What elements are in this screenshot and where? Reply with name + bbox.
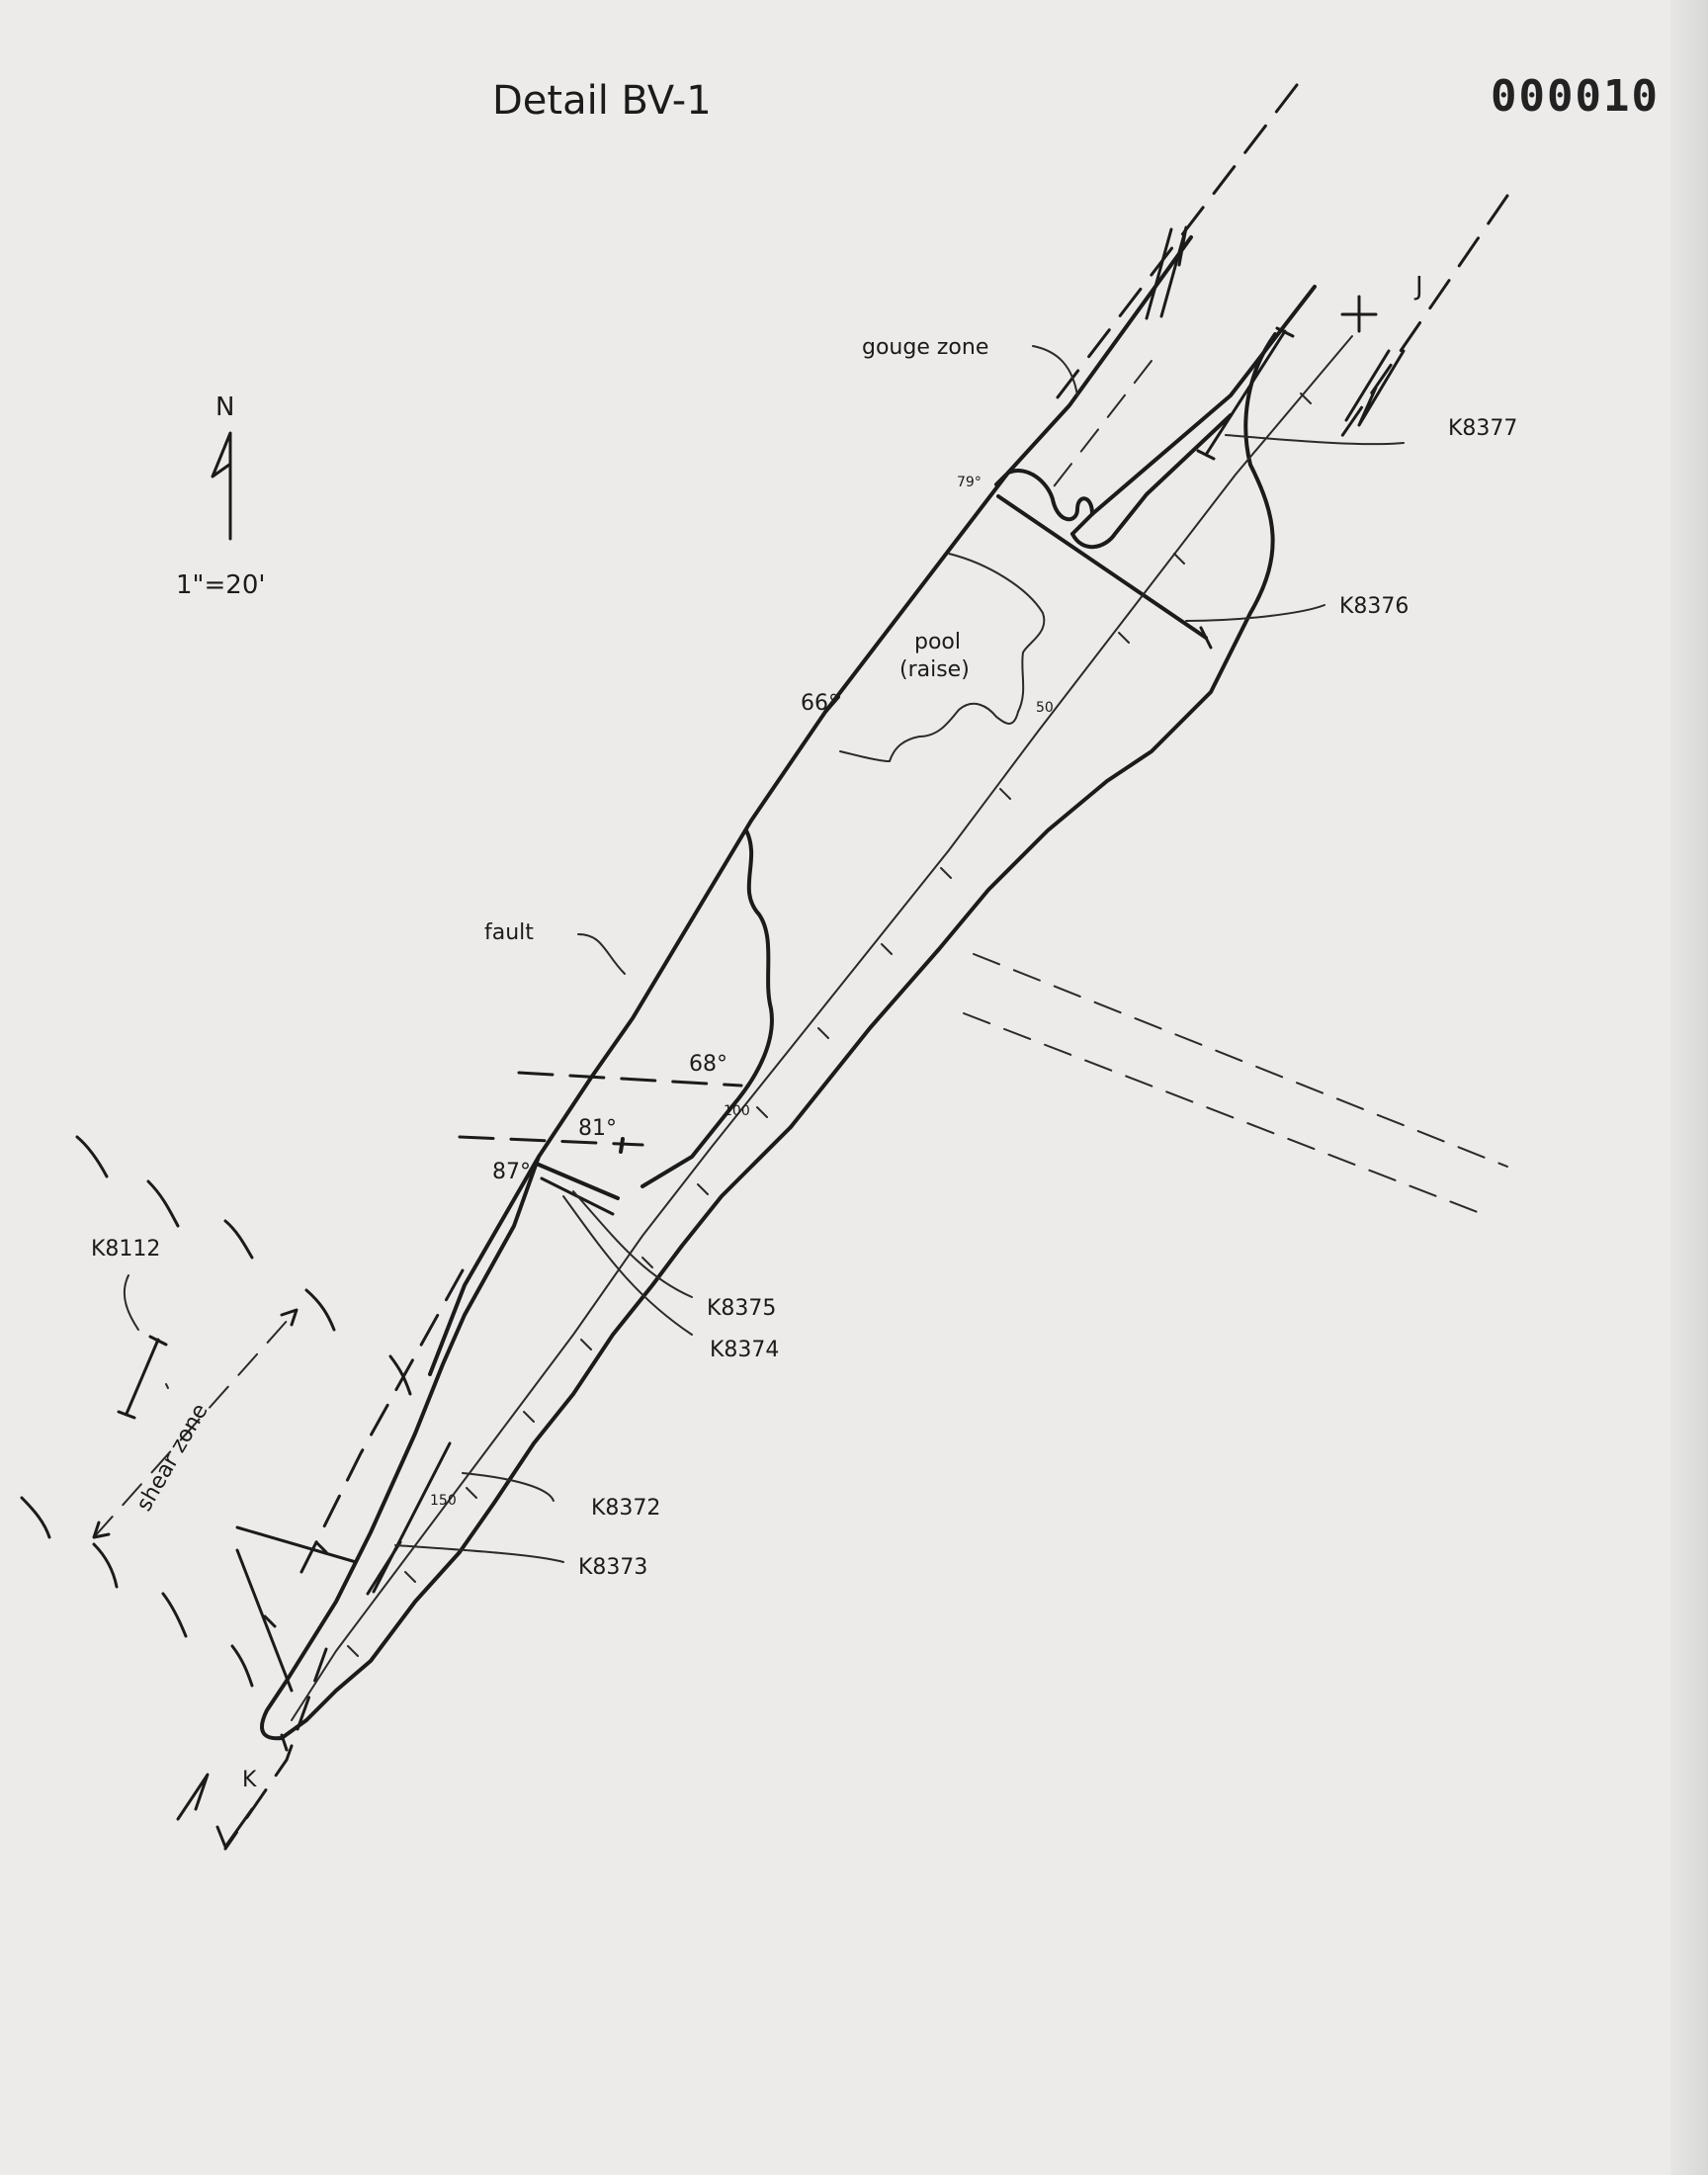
sample-k8112-dot <box>166 1384 168 1388</box>
station-150: 150 <box>430 1493 457 1509</box>
map-title: Detail BV-1 <box>492 78 712 124</box>
scale-label: 1"=20' <box>176 570 266 600</box>
angle-66: 66° <box>801 691 839 716</box>
angle-87: 87° <box>492 1160 531 1184</box>
angle-79: 79° <box>957 475 982 490</box>
fault-leader <box>578 934 625 974</box>
station-50: 50 <box>1036 700 1054 716</box>
north-label: N <box>215 392 235 422</box>
drift-outline <box>262 237 1352 1738</box>
sample-k8375-k8374-intervals <box>539 1165 692 1335</box>
pool-sub-label: (raise) <box>899 657 970 682</box>
point-j-label: J <box>1415 272 1423 302</box>
contact-dashed <box>460 954 1507 1216</box>
gouge-zone-leader <box>1033 346 1077 395</box>
point-k-label: K <box>242 1768 257 1792</box>
station-ticks <box>348 393 1311 1656</box>
sample-k8377: K8377 <box>1448 416 1518 441</box>
sample-k8376: K8376 <box>1339 594 1409 619</box>
pool-label: pool <box>914 630 961 654</box>
sample-k8374: K8374 <box>710 1338 780 1362</box>
angle-81-tick <box>621 1139 623 1152</box>
slip-arrow-icon <box>178 227 1404 1847</box>
station-100: 100 <box>724 1103 750 1119</box>
cross-marker-icon <box>1342 297 1376 331</box>
angle-81: 81° <box>578 1116 617 1141</box>
shear-zone-label: shear zone <box>131 1399 214 1516</box>
lower-cross-lines <box>237 1527 356 1750</box>
sample-k8112: K8112 <box>91 1237 161 1262</box>
sample-k8372: K8372 <box>591 1496 661 1521</box>
document-number: 000010 <box>1491 71 1660 122</box>
sample-k8112-leader <box>125 1275 138 1330</box>
fault-label: fault <box>484 920 534 945</box>
north-arrow-icon <box>213 433 230 539</box>
sample-k8112-interval <box>119 1337 166 1418</box>
sample-k8375: K8375 <box>707 1296 777 1321</box>
gouge-zone-label: gouge zone <box>862 335 989 360</box>
sample-k8373: K8373 <box>578 1555 648 1580</box>
shear-zone-squiggles <box>22 1137 410 1686</box>
angle-68: 68° <box>689 1052 727 1077</box>
